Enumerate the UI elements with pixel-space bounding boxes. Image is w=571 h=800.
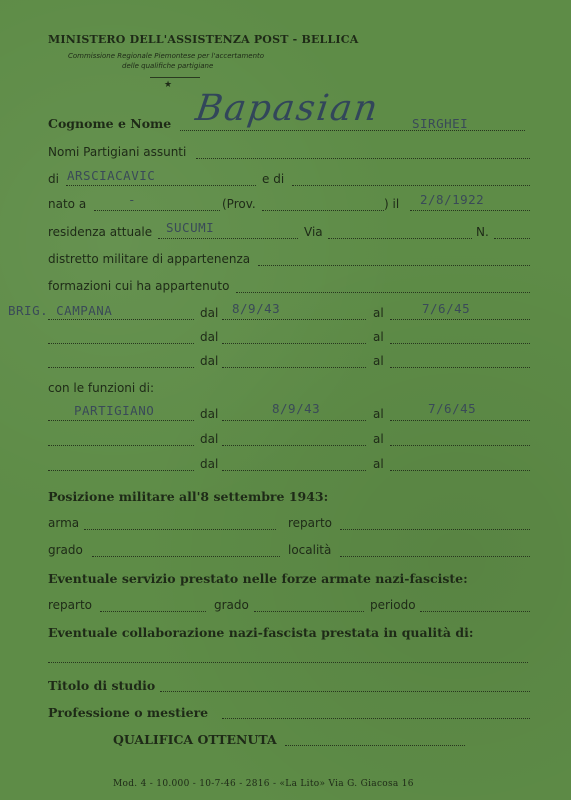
dal-value: 8/9/43	[272, 401, 321, 416]
nato-a-value: -	[128, 192, 137, 207]
professione-line	[222, 718, 530, 719]
e-di-label: e di	[262, 172, 285, 186]
al-label: al	[373, 330, 384, 344]
il-label: ) il	[384, 197, 400, 211]
header-divider	[150, 77, 200, 78]
formazione-name: BRIG. CAMPANA	[8, 303, 113, 318]
formazione-line	[48, 319, 194, 320]
di-label: di	[48, 172, 59, 186]
dal-label: dal	[200, 407, 219, 421]
reparto-label: reparto	[288, 516, 333, 530]
al-value: 7/6/45	[422, 301, 471, 316]
birth-date-value: 2/8/1922	[420, 192, 485, 207]
collaborazione-title: Eventuale collaborazione nazi-fascista prestata in qualità di:	[48, 625, 474, 640]
via-line	[328, 238, 472, 239]
al-label: al	[373, 457, 384, 471]
al-label: al	[373, 306, 384, 320]
residenza-label: residenza attuale	[48, 225, 153, 239]
al-label: al	[373, 354, 384, 368]
dal-line	[222, 470, 366, 471]
distretto-line	[258, 265, 530, 266]
al-line	[390, 319, 530, 320]
nato-a-label: nato a	[48, 197, 87, 211]
padre-line	[66, 185, 256, 186]
ministry-title: MINISTERO DELL'ASSISTENZA POST - BELLICA	[48, 33, 359, 46]
arma-line	[84, 529, 276, 530]
al-line	[390, 343, 530, 344]
nomi-partigiani-line	[196, 158, 530, 159]
prov-line	[262, 210, 384, 211]
formazioni-line	[236, 292, 530, 293]
al-value: 7/6/45	[428, 401, 477, 416]
professione-label: Professione o mestiere	[48, 705, 209, 720]
al-line	[390, 445, 530, 446]
via-label: Via	[304, 225, 323, 239]
nomi-partigiani-label: Nomi Partigiani assunti	[48, 145, 187, 159]
dal-line	[222, 420, 366, 421]
al-line	[390, 420, 530, 421]
dal-line	[222, 343, 366, 344]
servizio-title: Eventuale servizio prestato nelle forze armate nazi-fasciste:	[48, 571, 468, 586]
dal-label: dal	[200, 306, 219, 320]
periodo-line	[420, 611, 530, 612]
dal-label: dal	[200, 354, 219, 368]
star-icon: ★	[164, 80, 173, 90]
commission-line-1: Commissione Regionale Piemontese per l'accertamento	[68, 52, 265, 60]
dal-label: dal	[200, 457, 219, 471]
print-footer: Mod. 4 - 10.000 - 10-7-46 - 2816 - «La Lito» Via G. Giacosa 16	[113, 779, 414, 789]
numero-label: N.	[476, 225, 489, 239]
localita-label: località	[288, 543, 332, 557]
titolo-studio-line	[160, 691, 530, 692]
dal-label: dal	[200, 330, 219, 344]
nato-a-line	[94, 210, 220, 211]
padre-value: ARSCIACAVIC	[67, 168, 156, 183]
nome-value: SIRGHEI	[412, 116, 469, 131]
funzioni-label: con le funzioni di:	[48, 381, 155, 395]
prov-label: (Prov.	[222, 197, 256, 211]
dal-value: 8/9/43	[232, 301, 281, 316]
cognome-line	[180, 130, 525, 131]
servizio-grado-label: grado	[214, 598, 249, 612]
collaborazione-line	[48, 662, 528, 663]
grado-label: grado	[48, 543, 83, 557]
commission-line-2: delle qualifiche partigiane	[122, 62, 214, 70]
distretto-label: distretto militare di appartenenza	[48, 252, 251, 266]
qualifica-line	[285, 745, 465, 746]
periodo-label: periodo	[370, 598, 416, 612]
residenza-value: SUCUMI	[166, 220, 215, 235]
funzione-line	[48, 445, 194, 446]
al-label: al	[373, 432, 384, 446]
funzione-name: PARTIGIANO	[74, 403, 155, 418]
formazioni-label: formazioni cui ha appartenuto	[48, 279, 230, 293]
al-label: al	[373, 407, 384, 421]
posizione-title: Posizione militare all'8 settembre 1943:	[48, 489, 329, 504]
al-line	[390, 367, 530, 368]
servizio-reparto-label: reparto	[48, 598, 93, 612]
dal-label: dal	[200, 432, 219, 446]
dal-line	[222, 445, 366, 446]
localita-line	[340, 556, 530, 557]
arma-label: arma	[48, 516, 80, 530]
formazione-line	[48, 367, 194, 368]
birth-date-line	[410, 210, 530, 211]
servizio-grado-line	[254, 611, 364, 612]
dal-line	[222, 367, 366, 368]
madre-line	[292, 185, 530, 186]
cognome-handwritten: Bapasian	[193, 88, 382, 129]
grado-line	[92, 556, 280, 557]
formazione-line	[48, 343, 194, 344]
servizio-reparto-line	[100, 611, 206, 612]
funzione-line	[48, 470, 194, 471]
cognome-label: Cognome e Nome	[48, 116, 172, 131]
reparto-line	[340, 529, 530, 530]
funzione-line	[48, 420, 194, 421]
dal-line	[222, 319, 366, 320]
numero-line	[494, 238, 530, 239]
al-line	[390, 470, 530, 471]
titolo-studio-label: Titolo di studio	[48, 678, 156, 693]
residenza-line	[158, 238, 298, 239]
qualifica-label: QUALIFICA OTTENUTA	[113, 732, 277, 747]
